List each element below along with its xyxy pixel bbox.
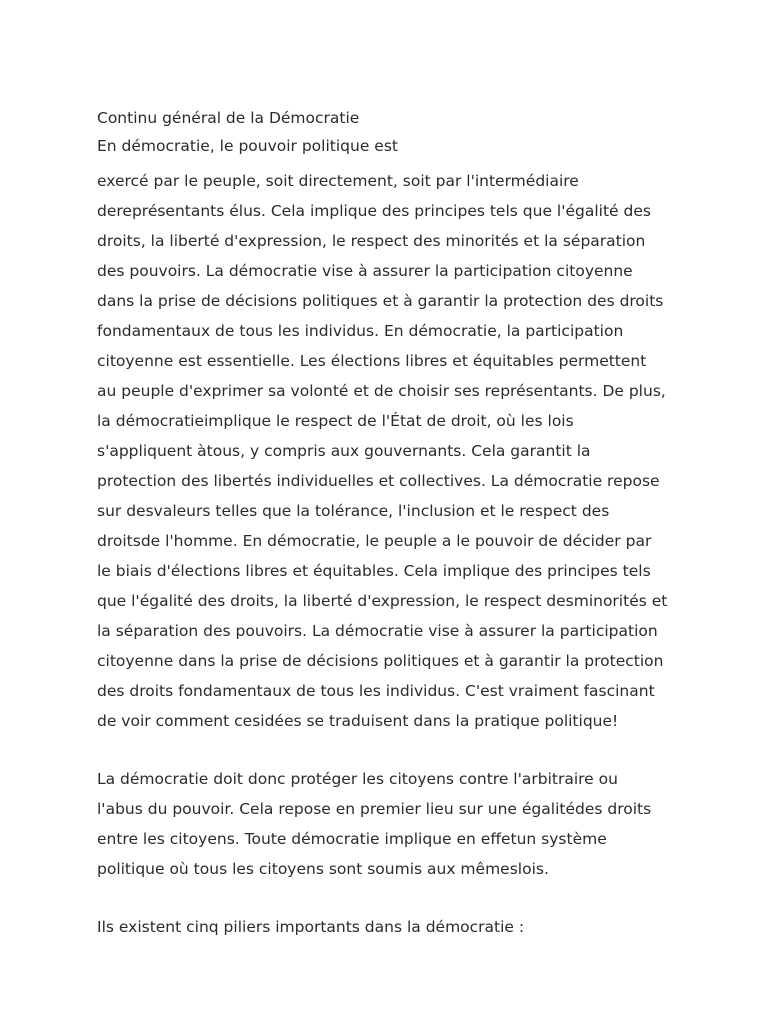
paragraph-1 [97, 166, 687, 736]
paragraph-line: de voir comment cesidées se traduisent dans la pratique politique! [97, 712, 619, 730]
paragraph-line: le biais d'élections libres et équitables. Cela implique des principes tels [97, 562, 651, 580]
document-body [97, 104, 687, 942]
paragraph-line: s'appliquent àtous, y compris aux gouvernants. Cela garantit la [97, 442, 591, 460]
paragraph-line: protection des libertés individuelles et collectives. La démocratie repose [97, 472, 660, 490]
paragraph-line: droits, la liberté d'expression, le respect des minorités et la séparation [97, 232, 646, 250]
paragraph-line: citoyenne dans la prise de décisions politiques et à garantir la protection [97, 652, 664, 670]
paragraph-line: politique où tous les citoyens sont soumis aux mêmeslois. [97, 860, 549, 878]
paragraph-line: la séparation des pouvoirs. La démocratie vise à assurer la participation [97, 622, 658, 640]
paragraph-line: droitsde l'homme. En démocratie, le peuple a le pouvoir de décider par [97, 532, 652, 550]
paragraph-line: au peuple d'exprimer sa volonté et de choisir ses représentants. De plus, [97, 382, 666, 400]
paragraph-line: sur desvaleurs telles que la tolérance, l'inclusion et le respect des [97, 502, 610, 520]
paragraph-line: l'abus du pouvoir. Cela repose en premier lieu sur une égalitédes droits [97, 800, 652, 818]
paragraph-line: dereprésentants élus. Cela implique des principes tels que l'égalité des [97, 202, 651, 220]
paragraph-line: la démocratieimplique le respect de l'État de droit, où les lois [97, 412, 574, 430]
paragraph-line: des droits fondamentaux de tous les individus. C'est vraiment fascinant [97, 682, 655, 700]
paragraph-line: des pouvoirs. La démocratie vise à assurer la participation citoyenne [97, 262, 633, 280]
paragraph-line: La démocratie doit donc protéger les citoyens contre l'arbitraire ou [97, 770, 618, 788]
paragraph-line: entre les citoyens. Toute démocratie implique en effetun système [97, 830, 607, 848]
paragraph-2 [97, 764, 687, 884]
paragraph-line: que l'égalité des droits, la liberté d'expression, le respect desminorités et [97, 592, 668, 610]
paragraph-line: exercé par le peuple, soit directement, soit par l'intermédiaire [97, 172, 579, 190]
paragraph-line: citoyenne est essentielle. Les élections libres et équitables permettent [97, 352, 647, 370]
paragraph-line: fondamentaux de tous les individus. En démocratie, la participation [97, 322, 624, 340]
paragraph-line: dans la prise de décisions politiques et à garantir la protection des droits [97, 292, 664, 310]
document-title: Continu général de la Démocratie [97, 109, 360, 127]
paragraph-line: Ils existent cinq piliers importants dans la démocratie : [97, 918, 525, 936]
document-subtitle: En démocratie, le pouvoir politique est [97, 137, 398, 155]
paragraph-3 [97, 912, 687, 942]
